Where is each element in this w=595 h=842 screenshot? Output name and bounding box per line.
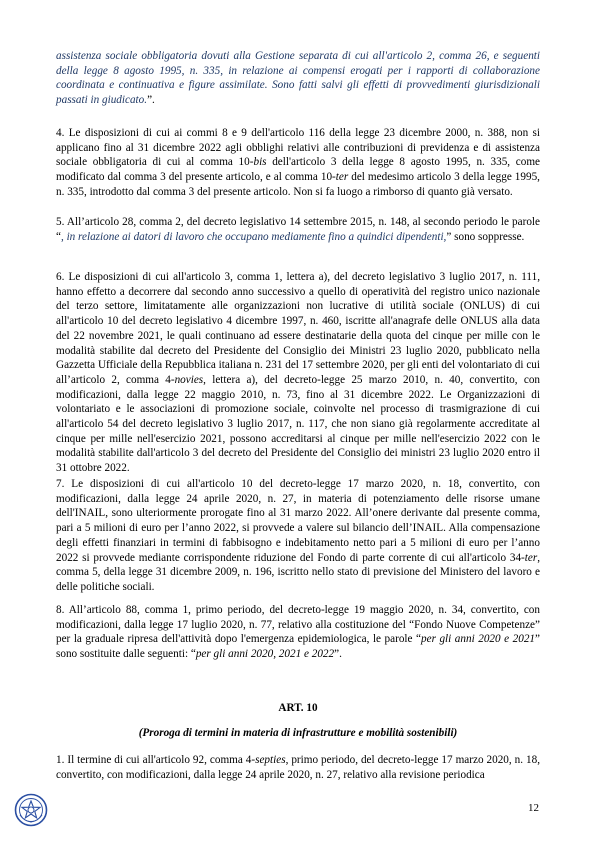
p6-text-a: 6. Le disposizioni di cui all'articolo 3, comma 1, lettera a), del decreto legislativo 3 luglio 2017, n. 111, hanno effetto a decorrere dal secondo anno successivo a quello di operatività del registro unico nazionale del terzo settore, limitatamente alle organizzazioni non lucrative di utilità sociale (ONLUS) di cui all'articolo 10 del decreto legislativo 4 dicembre 1997, n. 460, iscritte all'anagrafe delle ONLUS alla data del 22 novembre 2021, le quali continuano ad essere destinatarie della quota del cinque per mille con le modalità stabilite dal decreto del Presidente del Consiglio dei Ministri 23 luglio 2020, pubblicato nella Gazzetta Ufficiale della Repubblica italiana n. 231 del 17 settembre 2020, per gli enti del volontariato di cui all’articolo 2, comma 4- bbox=[56, 271, 540, 386]
article-title: ART. 10 bbox=[278, 702, 318, 714]
p8-quote-2: per gli anni 2020, 2021 e 2022 bbox=[195, 648, 335, 661]
p4-text-c: del medesimo articolo 3 della legge 1995, n. 335, introdotto dal comma 3 del presente articolo. Non si fa luogo a rimborso di quanto già versato. bbox=[56, 171, 540, 198]
paragraph-6 bbox=[56, 270, 540, 476]
p4-text-b: dell'articolo 3 della legge 8 agosto 1995, n. 335, come modificato dal comma 3 del presente articolo, e al comma 10- bbox=[56, 156, 540, 184]
intro-tail: ”. bbox=[147, 94, 155, 107]
page-number: 12 bbox=[528, 802, 539, 814]
p5-text-a: 5. All’articolo 28, comma 2, del decreto legislativo 14 settembre 2015, n. 148, al secondo periodo le parole “ bbox=[56, 216, 540, 243]
paragraph-art10-1 bbox=[56, 753, 540, 782]
p8-text-b: ” sono sostituite dalle seguenti: “ bbox=[56, 633, 540, 661]
p6-novies: novies bbox=[174, 373, 204, 386]
p6-text-b: , lettera a), del decreto-legge 25 marzo 2010, n. 40, convertito, con modificazioni, dalla legge 22 maggio 2010, n. 73, fino al 31 dicembre 2022. Le Organizzazioni di volontariato e le associazioni di promozione sociale, coinvolte nel processo di trasmigrazione di cui all'articolo 54 del decreto legislativo 3 luglio 2017, n. 117, che non siano già regolarmente accreditate al cinque per mille nell'esercizio 2021, possono accreditarsi al cinque per mille nell'esercizio 2022 con le modalità stabilite dall'articolo 3 del decreto del Presidente del Consiglio dei ministri 23 luglio 2020 entro il 31 ottobre 2022. bbox=[56, 373, 541, 475]
paragraph-4 bbox=[56, 126, 540, 200]
paragraph-7 bbox=[56, 477, 540, 595]
p8-text-c: ”. bbox=[334, 648, 342, 661]
p5-quote: , in relazione ai datori di lavoro che occupano mediamente fino a quindici dipendenti, bbox=[60, 230, 447, 243]
p7-text-b: , comma 5, della legge 31 dicembre 2009, n. 196, iscritto nello stato di previsione del Ministero del lavoro e delle politiche sociali. bbox=[56, 551, 540, 593]
paragraph-8 bbox=[56, 603, 540, 662]
paragraph-5 bbox=[56, 215, 540, 244]
p8-text-a: 8. All’articolo 88, comma 1, primo periodo, del decreto-legge 19 maggio 2020, n. 34, convertito, con modificazioni, dalla legge 17 luglio 2020, n. 77, relativo alla costituzione del “Fondo Nuove Competenze” per la graduale ripresa dell'attività dopo l'emergenza epidemiologica, le parole “ bbox=[56, 604, 540, 646]
p5-text-b: ” sono soppresse. bbox=[446, 230, 525, 243]
paragraph-intro bbox=[56, 49, 540, 108]
p4-ter: ter bbox=[335, 171, 349, 184]
p10-1-septies: septies bbox=[255, 754, 286, 766]
p4-bis: bis bbox=[253, 156, 267, 169]
republic-emblem-icon bbox=[14, 793, 48, 827]
p10-1-text-a: 1. Il termine di cui all'articolo 92, comma 4- bbox=[56, 754, 256, 766]
intro-italic-text: assistenza sociale obbligatoria dovuti alla Gestione separata di cui all'articolo 2, comma 26, e seguenti della legge 8 agosto 1995, n. 335, in relazione ai compensi erogati per i rapporti di collaborazione coordinata e continuativa e figure assimilate. Sono fatti salvi gli effetti di provvedimenti giurisdizionali passati in giudicato. bbox=[56, 50, 540, 107]
p7-ter: ter bbox=[524, 551, 538, 564]
article-subtitle: (Proroga di termini in materia di infrastrutture e mobilità sostenibili) bbox=[138, 727, 458, 739]
p8-quote-1: per gli anni 2020 e 2021 bbox=[421, 633, 536, 646]
p7-text-a: 7. Le disposizioni di cui all'articolo 10 del decreto-legge 17 marzo 2020, n. 18, convertito, con modificazioni, dalla legge 24 aprile 2020, n. 27, in materia di potenziamento delle risorse umane dell'INAIL, sono ulteriormente prorogate fino al 31 marzo 2022. All’onere derivante dal presente comma, pari a 5 milioni di euro per l’anno 2022, si provvede a valere sul bilancio dell’INAIL. Alla compensazione degli effetti finanziari in termini di fabbisogno e indebitamento netto pari a 5 milioni di euro per l’anno 2022 si provvede mediante corrispondente riduzione del Fondo di parte corrente di cui all'articolo 34- bbox=[56, 478, 540, 564]
p10-1-text-b: , primo periodo, del decreto-legge 17 marzo 2020, n. 18, convertito, con modificazioni, dalla legge 24 aprile 2020, n. 27, relativo alla revisione periodica bbox=[56, 754, 540, 781]
p4-text-a: 4. Le disposizioni di cui ai commi 8 e 9 dell'articolo 116 della legge 23 dicembre 2000, n. 388, non si applicano fino al 31 dicembre 2022 agli obblighi relativi alle contribuzioni di previdenza e di assistenza sociale obbligatoria di cui al comma 10- bbox=[56, 127, 540, 169]
